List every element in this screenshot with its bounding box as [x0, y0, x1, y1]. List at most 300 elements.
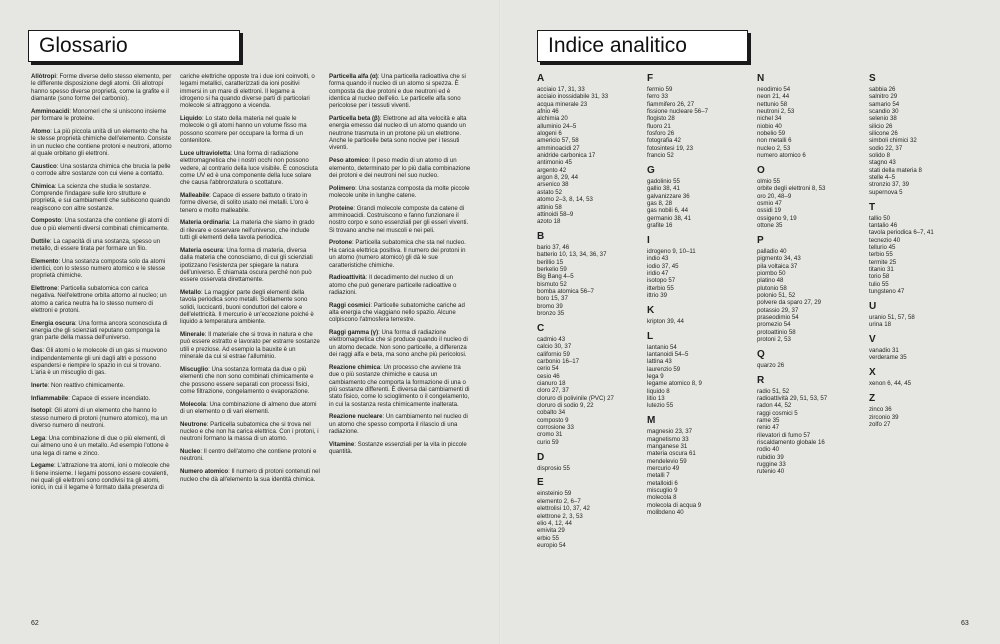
index-page [500, 0, 1000, 644]
index-entry: samario 54 [869, 100, 900, 108]
index-entry: termite 25 [869, 258, 897, 266]
glossary-entry [180, 421, 320, 443]
index-entry: bronzo 35 [537, 310, 565, 318]
index-entry: lega 9 [647, 372, 664, 380]
index-letter-block [647, 73, 751, 159]
glossary-term: Atomo [31, 127, 51, 135]
index-entry: tulio 55 [869, 280, 889, 288]
index-entry: xenon 6, 44, 45 [869, 380, 912, 388]
index-letter-block [757, 165, 861, 229]
index-entry: numero atomico 6 [757, 152, 806, 160]
glossary-entry [180, 150, 320, 187]
glossary-entry [31, 258, 172, 280]
index-title: Indice analitico [548, 34, 687, 57]
index-column-3 [757, 73, 861, 481]
glossary-entry [329, 73, 471, 110]
glossary-entry [180, 448, 320, 463]
index-letter-heading: P [757, 234, 764, 246]
index-entry: salnitro 29 [869, 93, 898, 101]
index-entry: ruggine 33 [757, 461, 786, 469]
index-letter-heading: D [537, 451, 545, 463]
index-entry: iodio 37, 45 [647, 262, 679, 270]
index-entry: bomba atomica 56–7 [537, 288, 594, 296]
glossary-term: Gas [31, 347, 43, 355]
index-letter-block [537, 452, 641, 472]
glossary-entry [31, 462, 172, 491]
glossary-entry [31, 382, 172, 389]
index-entry: cerio 54 [537, 365, 559, 373]
index-entry: atomo 2–3, 8, 14, 53 [537, 196, 593, 204]
index-letter-heading: X [869, 367, 876, 379]
glossary-entry [31, 285, 172, 314]
index-entry: bario 37, 46 [537, 244, 570, 252]
index-entry: vanadio 31 [869, 347, 899, 355]
index-entry: acciaio 17, 31, 33 [537, 86, 585, 93]
glossary-entry [180, 468, 320, 483]
index-entry: ittrio 39 [647, 291, 667, 299]
index-entry: alchimia 20 [537, 115, 568, 123]
glossary-term: Energia oscura [31, 319, 76, 327]
glossary-definition: : Una sostanza composta da molte piccole molecole unite in lunghe catene. [329, 184, 470, 199]
index-entry: alluminio 24–5 [537, 122, 577, 130]
index-entry: scandio 30 [869, 108, 899, 116]
index-letter-heading: V [869, 334, 876, 346]
index-entry: tallio 50 [869, 214, 891, 222]
glossary-entry [31, 183, 172, 212]
index-entry: ferro 33 [647, 93, 669, 101]
index-entry: simboli chimici 32 [869, 137, 917, 145]
glossary-column-2 [180, 73, 320, 488]
index-entry: lantanio 54 [647, 343, 677, 351]
glossary-entry [31, 435, 172, 457]
index-entry: cloruro di sodio 9, 22 [537, 402, 594, 410]
index-entry: elettrolisi 10, 37, 42 [537, 505, 590, 513]
glossary-definition: : Una forma di materia, diversa dalla materia che conosciamo, di cui gli scienziati ipotizzano l'esistenza per spiegare la natura dell'universo. È chiamata oscura perché non può essere osservata direttamente. [180, 246, 313, 284]
index-entry: bismuto 52 [537, 280, 567, 288]
glossary-entry [329, 115, 471, 152]
index-entry: zirconio 39 [869, 413, 899, 421]
glossary-definition: : Non reattivo chimicamente. [47, 381, 125, 389]
glossary-term: Duttile [31, 237, 50, 245]
glossary-entry [329, 364, 471, 408]
glossary-definition: : Una sostanza composta solo da atomi identici, con lo stesso numero atomico e le stesse proprietà chimiche. [31, 257, 166, 280]
glossary-definition: : Particella subatomica che si trova nel nucleo e che non ha carica elettrica. Con i protoni, i neutroni formano la massa di un atomo. [180, 420, 319, 443]
index-entry: non metalli 6 [757, 137, 792, 145]
glossary-term: Raggi cosmici [329, 301, 371, 309]
index-entry: bromo 39 [537, 302, 563, 310]
glossary-definition: : Un processo che avviene tra due o più sostanze chimiche e causa un cambiamento che comporta la formazione di una o più sostanze differenti. È diversa dai cambiamenti di stato fisico, come lo scioglimento o il congelamento, in cui la sostanza resta chimicamente inalterata. [329, 363, 470, 408]
index-column-2 [647, 73, 751, 522]
index-entry: itterbio 55 [647, 284, 674, 292]
index-entry: fotosintesi 19, 23 [647, 144, 694, 152]
glossary-term: Infiammabile [31, 394, 69, 402]
glossary-term: Elettrone [31, 285, 58, 293]
index-entry: gadolinio 55 [647, 177, 680, 185]
glossary-term: Reazione nucleare [329, 413, 383, 421]
glossary-entry [31, 347, 172, 376]
index-entry: cromo 31 [537, 431, 563, 439]
index-letter-block [869, 334, 973, 362]
index-entry: argon 8, 29, 44 [537, 174, 578, 182]
glossary-term: Protone [329, 239, 353, 247]
index-letter-heading: T [869, 201, 876, 213]
index-letter-heading: F [647, 73, 654, 84]
glossary-definition: : Gli atomi o le molecole di un gas si muovono indipendentemente gli uni dagli altri e possono espandersi e riempire lo spazio in cui si trovano. L'aria è un miscuglio di gas. [31, 347, 167, 377]
glossary-entry [180, 289, 320, 326]
index-letter-heading: R [757, 374, 765, 386]
index-entry: rame 35 [757, 417, 780, 425]
glossary-definition: : La scienza che studia le sostanze. Comprende l'indagare sulle loro strutture e proprietà, e sui cambiamenti che subiscono quando reagiscono con altre sostanze. [31, 182, 171, 212]
index-entry: litio 13 [647, 395, 665, 402]
index-entry: supernova 5 [869, 188, 903, 196]
index-entry: metalli 7 [647, 472, 670, 480]
index-entry: miscuglio 9 [647, 486, 678, 494]
glossary-definition: : La maggior parte degli elementi della tavola periodica sono metalli. Solitamente sono solidi, luccicanti, buoni conduttori del calore e dell'elettricità. Il mercurio è un'eccezione poiché è liquido a temperatura ambiente. [180, 288, 314, 326]
index-entry: manganese 31 [647, 442, 688, 450]
index-entry: boro 15, 37 [537, 295, 568, 303]
index-entry: polvere da sparo 27, 29 [757, 299, 822, 307]
glossary-definition: : Una combinazione di almeno due atomi di un elemento o di vari elementi. [180, 400, 317, 415]
glossary-term: Materia ordinaria [180, 219, 230, 227]
index-entry: astato 52 [537, 188, 563, 196]
index-entry: palladio 40 [757, 247, 787, 255]
index-letter-heading: A [537, 73, 545, 84]
index-entry: flogisto 28 [647, 115, 675, 123]
index-letter-heading: M [647, 415, 656, 427]
index-entry: tellurio 45 [869, 244, 896, 252]
index-entry: zolfo 27 [869, 420, 891, 428]
index-entry: promezio 54 [757, 321, 791, 329]
glossary-term: Legame [31, 462, 55, 470]
glossary-title-box [28, 30, 240, 62]
index-entry: niobio 40 [757, 122, 782, 130]
glossary-definition: : Il centro dell'atomo che contiene protoni e neutroni. [180, 448, 317, 463]
index-entry: pila voltaica 37 [757, 262, 798, 270]
index-entry: fosforo 26 [647, 130, 675, 138]
index-letter-heading: U [869, 300, 877, 312]
index-entry: anidride carbonica 17 [537, 152, 596, 160]
glossary-definition: : Particella subatomica che sta nel nucleo. Ha carica elettrica positiva. Il numero dei protoni in un atomo (numero atomico) gli dà le sue caratteristiche chimiche. [329, 239, 466, 269]
index-entry: elettrone 2, 3, 53 [537, 512, 583, 520]
index-letter-heading: I [647, 234, 650, 246]
glossary-entry [180, 73, 320, 110]
index-entry: corrosione 33 [537, 424, 574, 432]
index-entry: nichel 34 [757, 115, 782, 123]
glossary-term: Elemento [31, 257, 59, 265]
glossary-term: Raggi gamma (γ) [329, 329, 379, 337]
index-entry: idrogeno 9, 10–11 [647, 247, 696, 255]
glossary-term: Caustico [31, 162, 57, 170]
glossary-definition: : Capace di essere battuto o tirato in forme diverse, di solito usato nei metalli. L'oro è tenero e molto malleabile. [180, 191, 309, 214]
index-entry: californio 59 [537, 350, 570, 358]
index-entry: torio 58 [869, 273, 890, 281]
glossary-definition: : Una particella radioattiva che si forma quando il nucleo di un atomo si spezza. È composta da due protoni e due neutroni ed è identica al nucleo dell'elio. Le particelle alfa sono pericolose per i tessuti viventi. [329, 73, 466, 110]
index-entry: molecola di acqua 9 [647, 501, 702, 509]
index-letter-block [647, 235, 751, 299]
index-entry: renio 47 [757, 424, 780, 432]
index-entry: nobelio 59 [757, 130, 786, 138]
index-entry: materia oscura 61 [647, 450, 696, 458]
page-number-right: 63 [961, 620, 969, 627]
index-letter-block [869, 301, 973, 329]
glossary-definition: : Una forma di radiazione elettromagnetica che si produce quando il nucleo di un atomo decade. Non sono particelle, a differenza dei raggi alfa e beta, ma sono anche più pericolosi. [329, 329, 468, 359]
index-column-1 [537, 73, 641, 555]
index-entry: tantalio 46 [869, 222, 898, 229]
glossary-definition: : Particelle subatomiche cariche ad alta energia che viaggiano nello spazio. Alcune colpiscono l'atmosfera terrestre. [329, 301, 465, 324]
glossary-definition: : Il decadimento del nucleo di un atomo che può generare particelle radioattive o radiazioni. [329, 274, 457, 296]
index-entry: kripton 39, 44 [647, 317, 684, 325]
index-entry: platino 48 [757, 277, 784, 285]
index-entry: alogeni 6 [537, 130, 562, 138]
index-entry: ossidi 19 [757, 207, 782, 215]
glossary-term: Numero atomico [180, 468, 229, 476]
index-entry: verderame 35 [869, 354, 907, 362]
index-letter-block [537, 231, 641, 317]
index-entry: fissione nucleare 56–7 [647, 108, 708, 116]
index-entry: oro 20, 48–9 [757, 192, 792, 200]
index-entry: ossigeno 9, 19 [757, 214, 797, 222]
glossary-definition: : Sostanze essenziali per la vita in piccole quantità. [329, 440, 467, 456]
index-letter-block [647, 305, 751, 325]
index-entry: einsteinio 59 [537, 490, 572, 498]
glossary-entry [329, 441, 471, 456]
index-entry: riscaldamento globale 16 [757, 439, 825, 447]
index-entry: tungsteno 47 [869, 288, 905, 296]
index-entry: protoni 2, 53 [757, 335, 791, 343]
glossary-definition: : Una forma ancora sconosciuta di energia che gli scienziati reputano compongа la gran parte della massa dell'universo. [31, 319, 168, 342]
index-entry: amminoacidi 27 [537, 144, 580, 152]
index-entry: plutonio 58 [757, 284, 787, 292]
glossary-definition: : Il peso medio di un atomo di un elemento, determinato per lo più dalla combinazione dei protoni e dei neutroni nel suo nucleo. [329, 157, 471, 179]
index-entry: gallio 38, 41 [647, 185, 680, 193]
index-entry: solido 8 [869, 152, 891, 160]
glossary-term: Allòtropi [31, 73, 57, 80]
glossary-entry [31, 395, 172, 402]
index-letter-block [537, 73, 641, 226]
index-entry: stronzio 37, 39 [869, 181, 909, 189]
index-entry: acciaio inossidabile 31, 33 [537, 93, 609, 101]
index-entry: raggi cosmici 5 [757, 409, 798, 417]
index-entry: osmio 47 [757, 199, 782, 207]
index-letter-heading: Z [869, 393, 876, 405]
glossary-entry [31, 320, 172, 342]
index-entry: cianuro 18 [537, 380, 566, 388]
glossary-entry [31, 108, 172, 123]
index-letter-heading: O [757, 164, 765, 176]
index-entry: ottone 35 [757, 222, 783, 229]
glossary-term: Polimero [329, 184, 356, 192]
index-entry: neon 21, 44 [757, 93, 790, 101]
index-entry: batterio 10, 13, 34, 36, 37 [537, 251, 607, 259]
glossary-title: Glossario [39, 34, 128, 57]
glossary-definition: : Grandi molecole composte da catene di amminoacidi. Costruiscono e fanno funzionare il nostro corpo e sono essenziali per gli esseri viventi. Si trovano anche nei muscoli e nei peli. [329, 204, 469, 234]
index-entry: silicone 26 [869, 130, 898, 138]
index-entry: silicio 26 [869, 122, 893, 130]
index-entry: sabbia 26 [869, 86, 896, 93]
index-entry: neutroni 2, 53 [757, 108, 795, 116]
index-letter-block [757, 235, 861, 343]
index-entry: radioattività 29, 51, 53, 57 [757, 395, 828, 402]
glossary-term: Chimica [31, 182, 55, 190]
glossary-term: Proteine [329, 204, 354, 212]
index-entry: isotopo 57 [647, 277, 676, 285]
index-letter-block [537, 323, 641, 446]
glossary-entry [180, 401, 320, 416]
index-entry: antimonio 45 [537, 159, 572, 167]
index-entry: azoto 18 [537, 218, 561, 226]
index-entry: potassio 29, 37 [757, 306, 799, 314]
glossary-entry [329, 157, 471, 179]
glossary-column-3 [329, 73, 471, 461]
index-letter-heading: L [647, 330, 654, 342]
glossary-definition: : Una sostanza chimica che brucia la pelle o corrode altre sostanze con cui viene a contatto. [31, 162, 171, 177]
glossary-term: Miscuglio [180, 365, 209, 373]
index-entry: radio 51, 52 [757, 387, 790, 395]
glossary-entry [31, 217, 172, 232]
glossary-entry [329, 185, 471, 200]
index-column-4 [869, 73, 973, 434]
glossary-term: Liquido [180, 115, 202, 123]
index-letter-block [537, 477, 641, 549]
index-entry: Big Bang 4–5 [537, 273, 574, 281]
glossary-term: Metallo [180, 288, 201, 296]
index-entry: elemento 2, 6–7 [537, 497, 581, 505]
index-entry: disprosio 55 [537, 464, 570, 472]
glossary-term: Radioattività [329, 274, 366, 282]
index-letter-heading: G [647, 164, 655, 176]
index-letter-block [757, 375, 861, 476]
index-entry: zinco 36 [869, 406, 892, 414]
index-entry: fotografia 42 [647, 137, 681, 145]
page-number-left: 62 [31, 620, 39, 627]
index-entry: indio 43 [647, 255, 669, 263]
index-entry: cadmio 43 [537, 335, 566, 343]
index-entry: germanio 38, 41 [647, 214, 692, 222]
glossary-entry [329, 274, 471, 296]
index-entry: tavola periodica 6–7, 41 [869, 229, 934, 237]
index-letter-block [869, 73, 973, 196]
index-letter-block [647, 331, 751, 410]
index-entry: orbite degli elettroni 8, 53 [757, 185, 826, 193]
glossary-term: Composto [31, 217, 62, 225]
index-entry: mercurio 49 [647, 464, 680, 472]
index-entry: erbio 55 [537, 534, 560, 542]
glossary-term: Molecola [180, 400, 207, 408]
glossary-definition: : Il materiale che si trova in natura e che può essere estratto e lavorato per estrarre sostanze utili e preziose. Ad esempio la bauxite è un minerale da cui si estrae l'alluminio. [180, 331, 320, 361]
index-entry: radon 44, 52 [757, 402, 792, 410]
index-entry: nettunio 58 [757, 100, 788, 108]
index-entry: cobalto 34 [537, 409, 566, 417]
index-entry: cesio 46 [537, 372, 560, 380]
index-entry: molibdeno 40 [647, 508, 684, 516]
index-entry: neodimio 54 [757, 86, 791, 93]
glossary-definition: cariche elettriche opposte tra i due ioni coinvolti, o legami metallici, caratterizzati da ioni positivi immersi in un mare di elettroni. Il legame a idrogeno si ha quando diverse parti di particolari molecole si attraggono a vicenda. [180, 73, 315, 110]
index-entry: elio 4, 12, 44 [537, 519, 572, 527]
glossary-definition: : Capace di essere incendiato. [68, 394, 151, 402]
glossary-term: Peso atomico [329, 157, 369, 165]
glossary-definition: : Gli atomi di un elemento che hanno lo stesso numero di protoni (numero atomico), ma un diverso numero di neutroni. [31, 407, 168, 430]
glossary-definition: : Elettrone ad alta velocità e alta energia emesso dal nucleo di un atomo quando un neutrone trasmuta in un protone più un elettrone. Anche le particelle beta sono nocive per i tessuti viventi. [329, 115, 467, 152]
index-entry: fermio 59 [647, 86, 673, 93]
index-entry: molecola 8 [647, 494, 677, 502]
glossary-entry [180, 247, 320, 284]
index-entry: stati della materia 8 [869, 166, 922, 174]
glossary-term: Particella beta (β) [329, 115, 380, 123]
index-entry: rodio 40 [757, 446, 780, 454]
glossary-entry [31, 163, 172, 178]
index-entry: emivita 29 [537, 527, 565, 535]
index-entry: nucleo 2, 53 [757, 144, 791, 152]
index-entry: rilevatori di fumo 57 [757, 431, 811, 439]
glossary-entry [329, 205, 471, 234]
glossary-definition: : Particella subatomica con carica negativa. Nell'elettrone orbita attorno al nucleo; un atomo a carica neutra ha lo stesso numero di elettroni e protoni. [31, 285, 167, 315]
index-letter-heading: S [869, 73, 876, 84]
index-entry: magnetismo 33 [647, 435, 689, 443]
glossary-term: Reazione chimica [329, 363, 381, 371]
index-entry: europio 54 [537, 541, 566, 549]
index-entry: rubidio 39 [757, 453, 784, 461]
glossary-column-1 [31, 73, 172, 497]
index-entry: legame atomico 8, 9 [647, 380, 702, 388]
glossary-entry [180, 331, 320, 360]
glossary-entry [329, 413, 471, 435]
glossary-entry [180, 192, 320, 214]
glossary-term: Vitamine [329, 440, 355, 448]
index-entry: berillio 15 [537, 258, 564, 266]
glossary-definition: : Una forma di radiazione elettromagnetica che i nostri occhi non possono vedere, al contrario della luce visibile. È conosciuta come UV ed è una componente della luce solare che causa l'abbronzatura o scottature. [180, 149, 318, 187]
index-entry: uranio 51, 57, 58 [869, 313, 915, 321]
glossary-definition: : Lo stato della materia nel quale le molecole o gli atomi hanno un volume fisso ma possono scorrere per occupare la forma di un contenitore. [180, 115, 307, 145]
index-entry: rutenio 40 [757, 468, 785, 476]
index-entry: tecnezio 40 [869, 236, 901, 244]
index-letter-heading: C [537, 322, 545, 334]
index-entry: pigmento 34, 43 [757, 255, 801, 263]
index-entry: liquido 8 [647, 387, 670, 395]
glossary-entry [31, 407, 172, 429]
index-entry: fluoro 21 [647, 122, 671, 130]
glossary-entry [329, 302, 471, 324]
index-letter-heading: N [757, 73, 765, 84]
index-entry: francio 52 [647, 152, 674, 160]
index-entry: curio 59 [537, 438, 559, 446]
index-entry: fiammifero 26, 27 [647, 100, 695, 108]
glossary-definition: : Forme diverse dello stesso elemento, per le differente disposizione degli atomi. Gli allotropi hanno spesso diverse proprietà, come la grafite e il diamante (sono forme del carbonio). [31, 73, 172, 103]
index-entry: metalloidi 6 [647, 479, 678, 487]
index-entry: lutezio 55 [647, 402, 674, 410]
glossary-definition: : Monomeri che si uniscono insieme per formare le proteine. [31, 107, 167, 123]
index-entry: berkelio 59 [537, 266, 567, 274]
index-entry: carbonio 16–17 [537, 358, 580, 365]
index-entry: urina 18 [869, 321, 892, 329]
glossary-definition: : Una combinazione di due o più elementi, di cui almeno uno è un metallo. Ad esempio l'ottone è una lega di rame e zinco. [31, 434, 169, 457]
index-letter-heading: B [537, 231, 545, 243]
glossary-definition: : Una sostanza che contiene gli atomi di due o più elementi diversi combinati chimicamente. [31, 217, 169, 232]
glossary-definition: : La più piccola unità di un elemento che ha le stesse proprietà chimiche dell'elemento. Consiste in un nucleo che contiene protoni e neutroni, attorno al quale orbitano gli elettroni. [31, 127, 172, 157]
index-letter-heading: K [647, 304, 655, 316]
glossary-entry [180, 115, 320, 144]
index-entry: attinoidi 58–9 [537, 210, 574, 218]
index-entry: magnesio 23, 37 [647, 428, 693, 436]
index-entry: titanio 31 [869, 266, 894, 274]
glossary-entry [31, 128, 172, 157]
index-entry: laurenzio 59 [647, 365, 681, 373]
glossary-term: Particella alfa (α) [329, 73, 378, 80]
index-entry: olmio 55 [757, 177, 781, 185]
index-entry: protoattinio 58 [757, 328, 796, 336]
glossary-term: Inerte [31, 381, 48, 389]
index-entry: quarzo 26 [757, 361, 785, 369]
glossary-term: Luce ultravioletta [180, 149, 231, 157]
